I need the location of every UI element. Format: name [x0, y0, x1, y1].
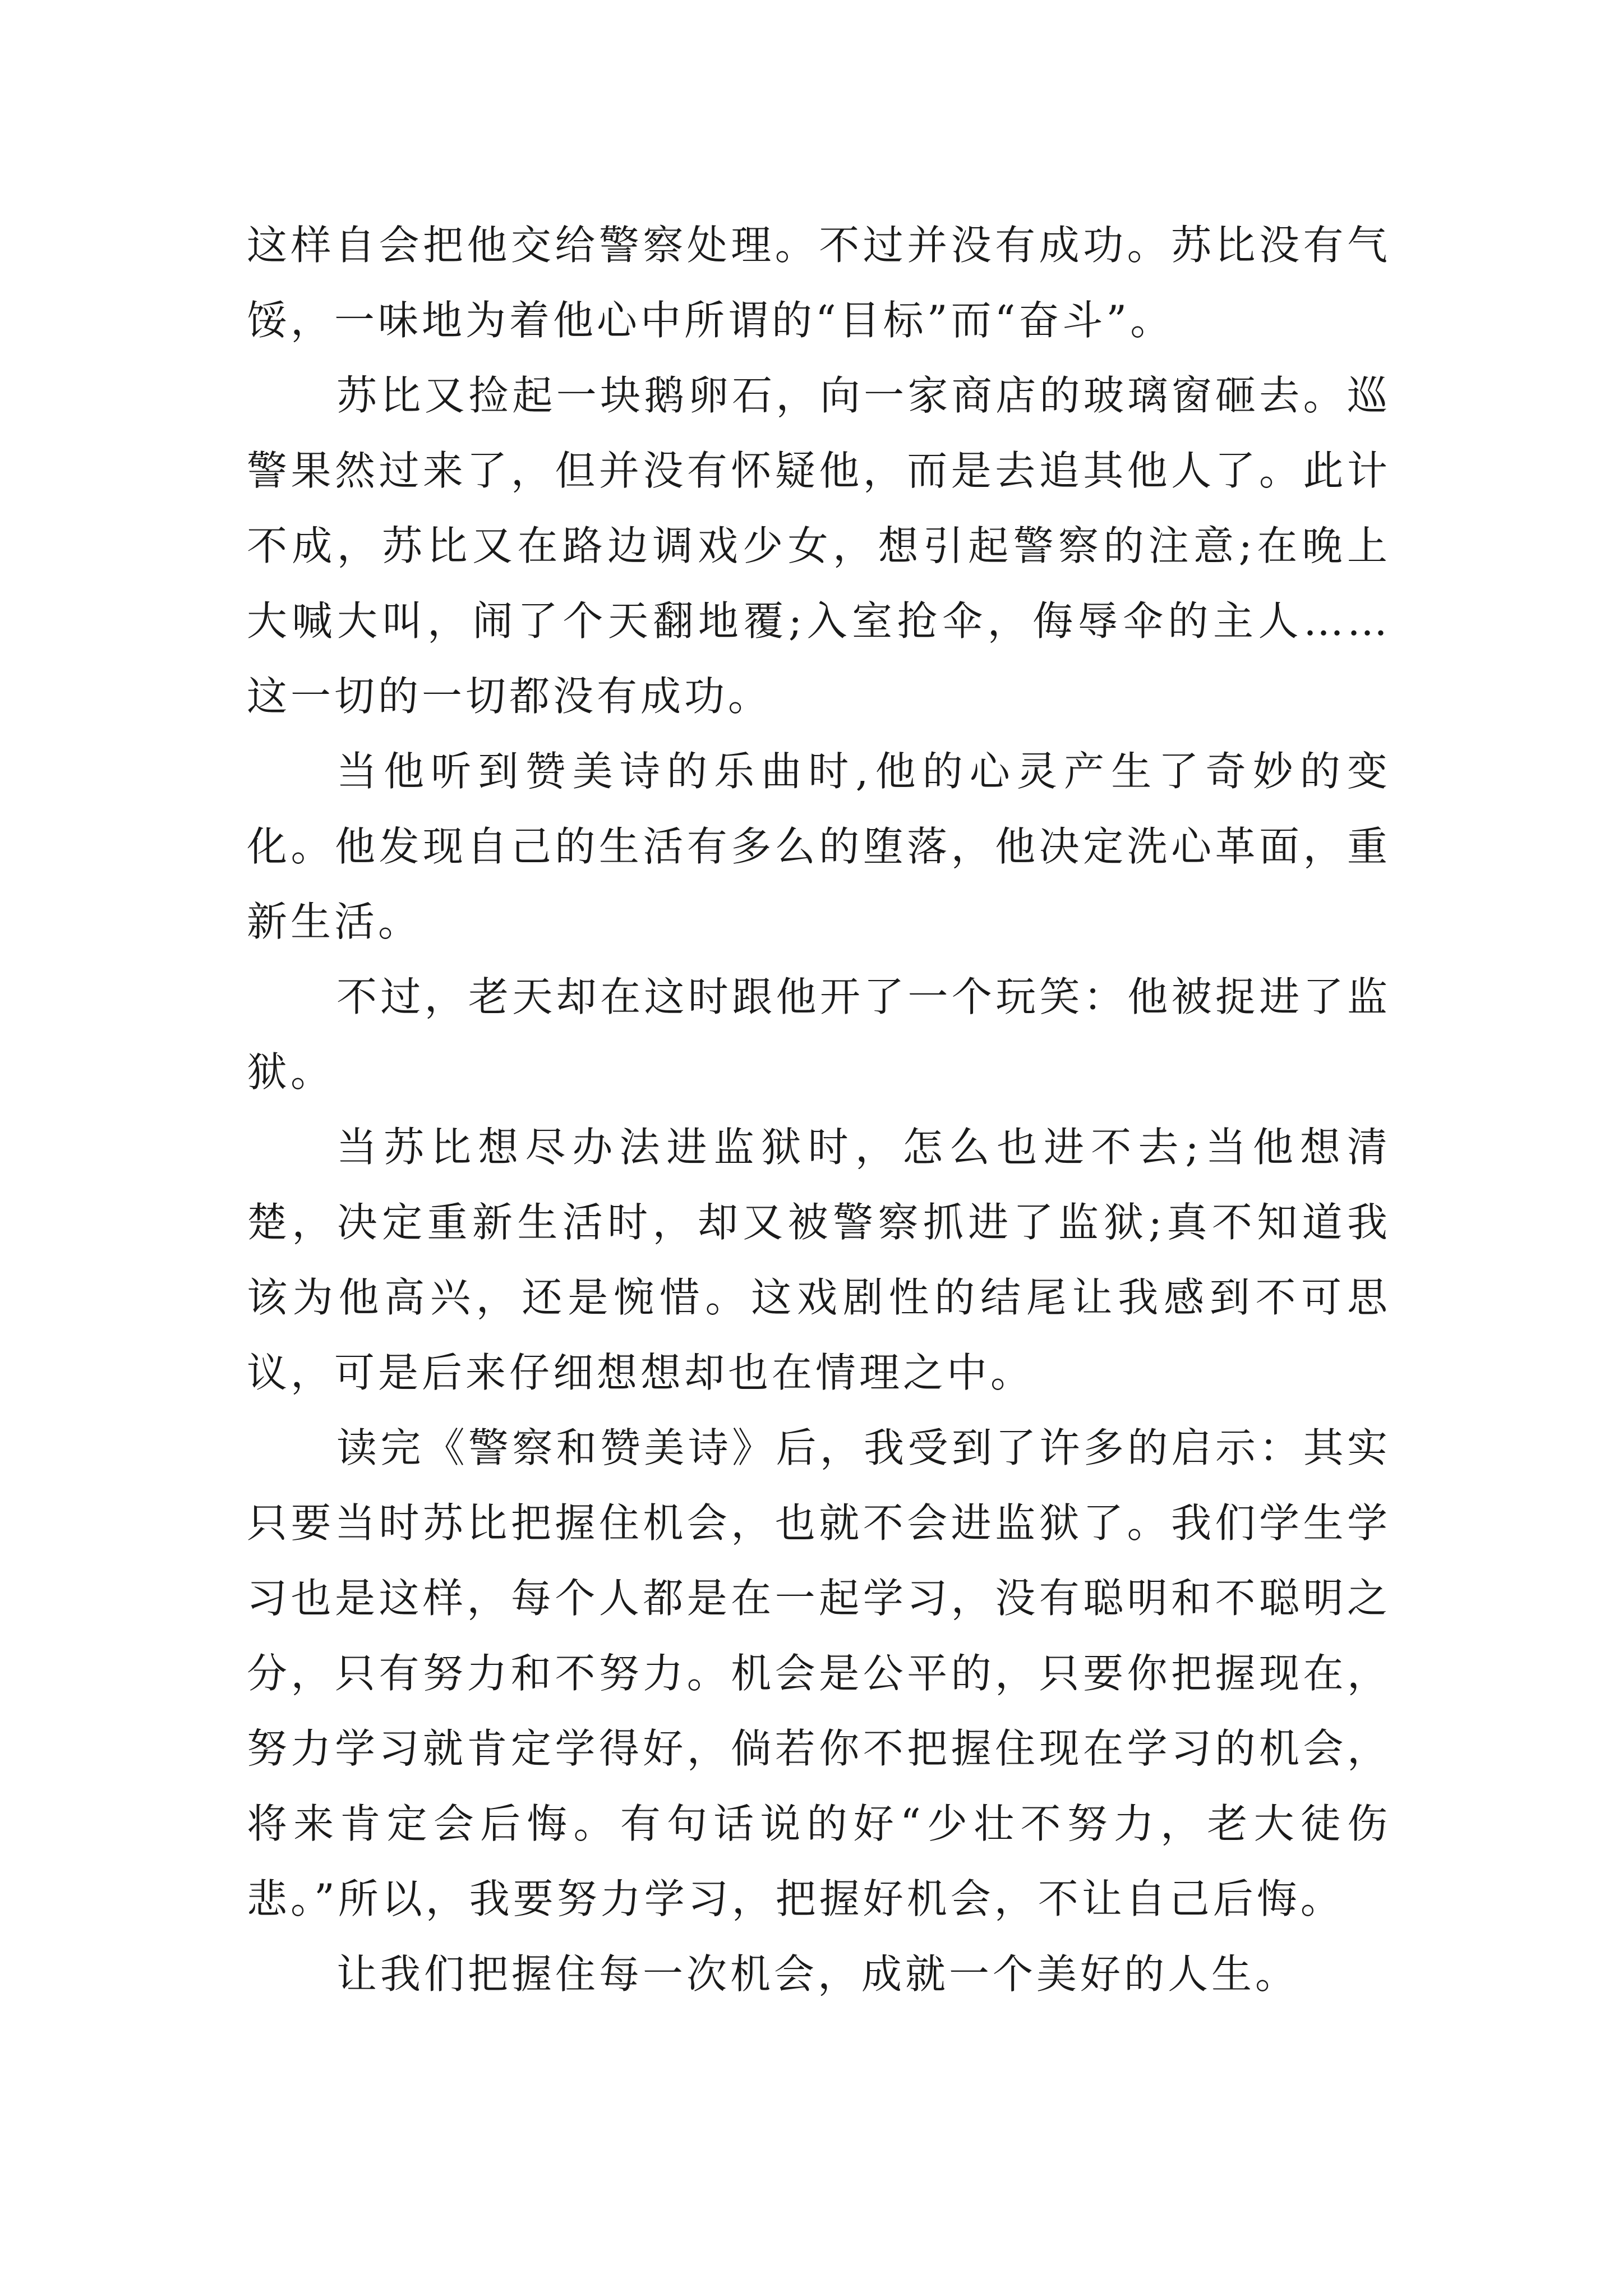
- paragraph-6: 读完《警察和赞美诗》后，我受到了许多的启示：其实只要当时苏比把握住机会，也就不会进监狱了。我们学生学习也是这样，每个人都是在一起学习，没有聪明和不聪明之分，只有努力和不努力。机会是公平的，只要你把握现在，努力学习就肯定学得好，倘若你不把握住现在学习的机会，将来肯定会后悔。有句话说的好“少壮不努力，老大徒伤悲。”所以，我要努力学习，把握好机会，不让自己后悔。: [247, 1424, 1391, 1922]
- paragraph-3: 当他听到赞美诗的乐曲时,他的心灵产生了奇妙的变化。他发现自己的生活有多么的堕落，他决定洗心革面，重新生活。: [247, 748, 1391, 945]
- paragraph-2: 苏比又捡起一块鹅卵石，向一家商店的玻璃窗砸去。巡警果然过来了，但并没有怀疑他，而是去追其他人了。此计不成，苏比又在路边调戏少女，想引起警察的注意;在晚上大喊大叫，闹了个天翻地覆;入室抢伞，侮辱伞的主人……这一切的一切都没有成功。: [247, 372, 1391, 720]
- paragraph-5: 当苏比想尽办法进监狱时，怎么也进不去;当他想清楚，决定重新生活时，却又被警察抓进了监狱;真不知道我该为他高兴，还是惋惜。这戏剧性的结尾让我感到不可思议，可是后来仔细想想却也在情理之中。: [247, 1124, 1391, 1396]
- paragraph-7: 让我们把握住每一次机会，成就一个美好的人生。: [336, 1950, 1299, 1998]
- document-body: [247, 208, 1391, 2012]
- paragraph-1: 这样自会把他交给警察处理。不过并没有成功。苏比没有气馁，一味地为着他心中所谓的“目标”而“奋斗”。: [247, 222, 1391, 344]
- paragraph-4: 不过，老天却在这时跟他开了一个玩笑：他被捉进了监狱。: [247, 973, 1391, 1096]
